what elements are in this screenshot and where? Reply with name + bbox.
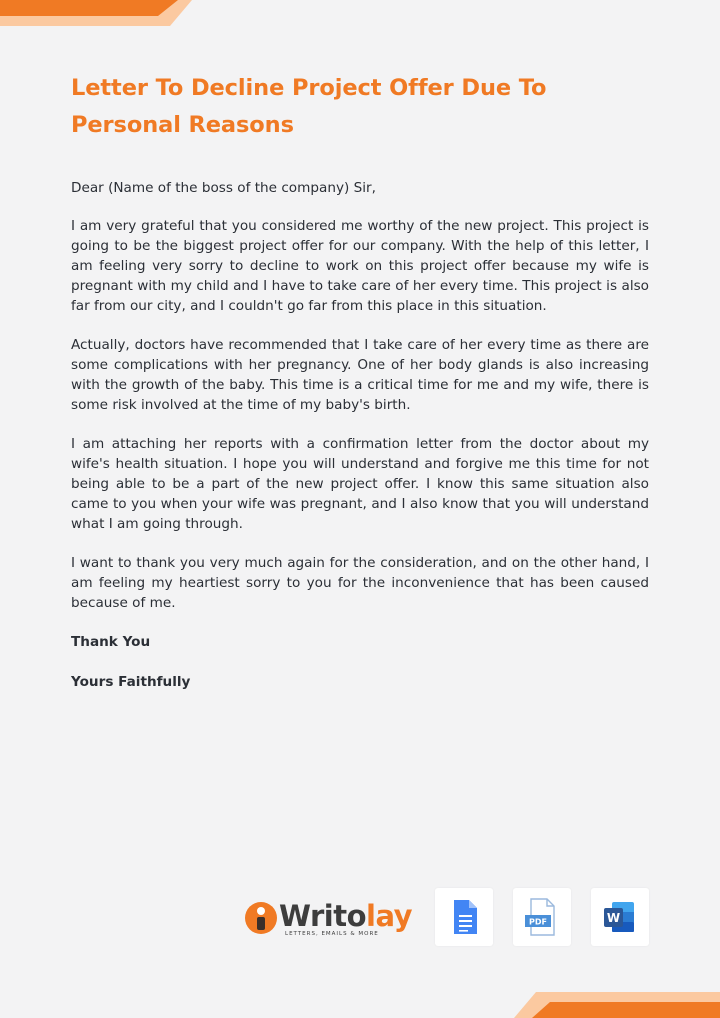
top-corner-decoration [0, 0, 200, 26]
writolay-logo-icon [245, 902, 277, 934]
google-docs-icon [435, 888, 493, 946]
pdf-icon [513, 888, 571, 946]
pdf-download-button[interactable] [513, 888, 571, 946]
brand-name-prefix: Writo [279, 899, 367, 933]
word-label: W [606, 911, 621, 925]
sign-off: Yours Faithfully [71, 674, 191, 690]
brand-name [279, 898, 412, 934]
pdf-label: PDF [529, 917, 547, 927]
paragraph-3: I am attaching her reports with a confirmation letter from the doctor about my wife's health situation. I hope you will understand and forgive me this time for not being able to be a part of the new project offer. I know this same situation also came to you when your wife was pregnant, and I also know that you will understand what I am going through. [71, 436, 649, 532]
paragraph-1: I am very grateful that you considered me worthy of the new project. This project is going to be the biggest project offer for our company. With the help of this letter, I am feeling very sorry to decline to work on this project offer because my wife is pregnant with my child and I have to take care of her every time. This project is also far from our city, and I couldn't go far from this place in this situation. [71, 218, 649, 314]
letter-title: Letter To Decline Project Offer Due To Personal Reasons [71, 75, 547, 138]
brand-tagline: LETTERS, EMAILS & MORE [285, 931, 379, 937]
letter-body [71, 70, 649, 712]
writolay-logo[interactable] [245, 898, 413, 938]
footer [245, 886, 650, 948]
closing-thanks: Thank You [71, 634, 151, 650]
word-download-button[interactable] [591, 888, 649, 946]
paragraph-2: Actually, doctors have recommended that I take care of her every time as there are some complications with her pregnancy. One of her body glands is also increasing with the growth of the baby. This time is a critical time for me and my wife, there is some risk involved at the time of my baby's birth. [71, 337, 649, 413]
google-docs-download-button[interactable] [435, 888, 493, 946]
salutation: Dear (Name of the boss of the company) Sir, [71, 180, 376, 196]
word-icon [591, 888, 649, 946]
brand-name-suffix: lay [366, 899, 413, 933]
paragraph-4: I want to thank you very much again for the consideration, and on the other hand, I am feeling my heartiest sorry to you for the inconvenience that has been caused because of me. [71, 555, 649, 611]
bottom-corner-decoration [510, 992, 720, 1018]
